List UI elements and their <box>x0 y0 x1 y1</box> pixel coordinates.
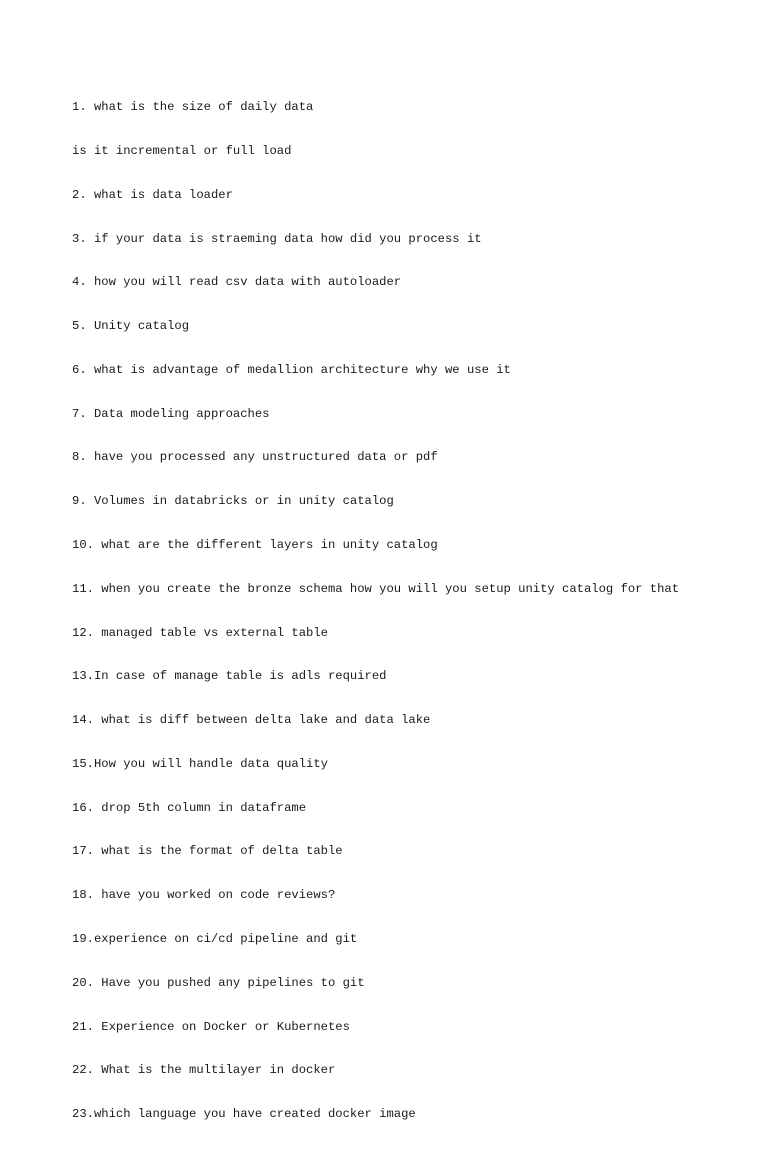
document-line: 13.In case of manage table is adls required <box>72 669 387 684</box>
document-line: 2. what is data loader <box>72 187 233 202</box>
document-line: 23.which language you have created docker image <box>72 1107 416 1122</box>
document-line: 3. if your data is straeming data how did you process it <box>72 231 482 246</box>
document-line: 18. have you worked on code reviews? <box>72 888 336 903</box>
document-line: 4. how you will read csv data with autoloader <box>72 275 402 290</box>
document-line: 8. have you processed any unstructured data or pdf <box>72 450 438 465</box>
question-list <box>72 71 679 1151</box>
document-line: 10. what are the different layers in unity catalog <box>72 538 438 552</box>
document-line: 12. managed table vs external table <box>72 625 328 640</box>
document-line: 15.How you will handle data quality <box>72 756 328 771</box>
document-line: 16. drop 5th column in dataframe <box>72 800 307 815</box>
document-line: 9. Volumes in databricks or in unity catalog <box>72 494 394 509</box>
document-line: 14. what is diff between delta lake and data lake <box>72 713 431 728</box>
document-line: 17. what is the format of delta table <box>72 844 343 859</box>
document-line: 6. what is advantage of medallion architecture why we use it <box>72 362 511 377</box>
document-line: 20. Have you pushed any pipelines to git <box>72 975 365 990</box>
document-line: 11. when you create the bronze schema how you will you setup unity catalog for that <box>72 581 680 596</box>
document-line: 7. Data modeling approaches <box>72 406 270 421</box>
document-line: 19.experience on ci/cd pipeline and git <box>72 932 358 947</box>
document-line: is it incremental or full load <box>72 143 292 158</box>
document-line: 22. What is the multilayer in docker <box>72 1063 336 1078</box>
document-line: 1. what is the size of daily data <box>72 100 314 115</box>
document-line: 5. Unity catalog <box>72 319 190 334</box>
document-line: 21. Experience on Docker or Kubernetes <box>72 1019 350 1034</box>
